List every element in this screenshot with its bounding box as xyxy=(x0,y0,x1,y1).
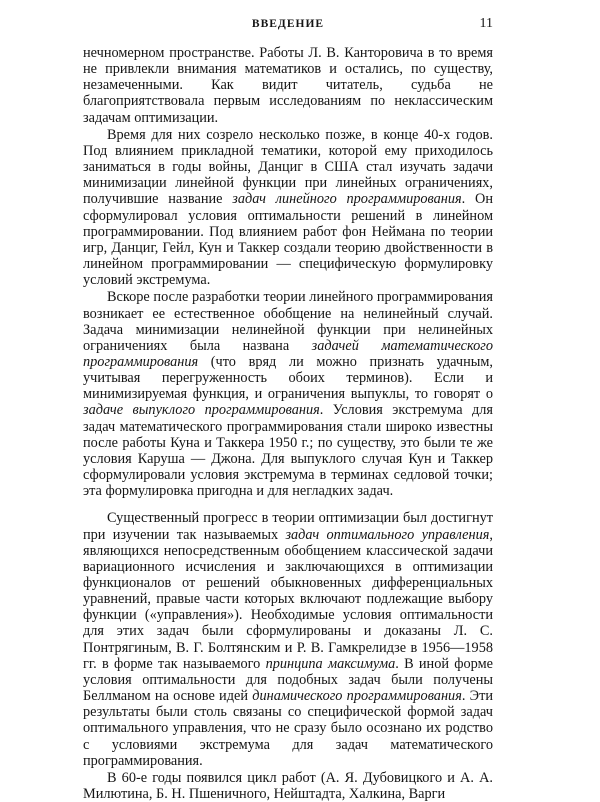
text-run: . Условия экстремума для задач математического программирования стали широко известны после работы Куна и Таккера 1950 г.; по существу, это были те же условия Каруша — Джона. Для выпуклого случая Кун и Таккер сформулировали условия экстремума в терминах седловой точки; эта формулировка пригодна и для негладких задач. xyxy=(83,402,493,500)
running-head xyxy=(83,18,493,38)
term-maximum-principle: принципа максимума xyxy=(265,655,396,672)
page-number: 11 xyxy=(479,16,493,31)
chapter-title: ВВЕДЕНИЕ xyxy=(251,18,325,30)
text-run: . В иной форме условия оптимальности для подобных задач были получены Беллманом на основе идей xyxy=(83,655,493,705)
text-run: , являющихся непосредственным обобщением классической задачи вариационного исчисления и заключающихся в оптимизации функционалов от решений обыкновенных дифференциальных уравнений, правые части которых включают подлежащие выбору функции («управления»). Необходимые условия оптимальности для этих задач были сформулированы и доказаны Л. С. Понтрягиным, В. Г. Болтянским и Р. В. Гамкрелидзе в 1956—1958 гг. в форме так называемого xyxy=(83,526,493,672)
page-body xyxy=(83,45,493,802)
text-run: Время для них созрело несколько позже, в конце 40-х годов. Под влиянием прикладной тематики, которой ему приходилось заниматься в годы войны, Данциг в США стал изучать задачи минимизации линейной функции при линейных ограничениях, получившие название xyxy=(83,126,493,208)
text-run: . Он сформулировал условия оптимальности решений в линейном программировании. Под влиянием работ фон Неймана по теории игр, Данциг, Гейл, Кун и Таккер создали теорию двойственности в линейном программировании — специфическую формулировку условий экстремума. xyxy=(83,191,494,289)
paragraph-1 xyxy=(83,45,493,126)
term-convex-programming: задаче выпуклого программирования xyxy=(83,402,320,419)
text-run: В 60-е годы появился цикл работ (А. Я. Дубовицкого и А. А. Милютина, Б. Н. Пшеничного, Нейштадта, Халкина, Варги xyxy=(83,769,493,802)
paragraph-5 xyxy=(83,770,493,802)
text-run: . Эти результаты были столь связаны со специфической формой задач оптимального управления, что не сразу было осознано их родство с условиями экстремума для задач математического программирования. xyxy=(83,688,493,769)
term-optimal-control: задач оптимального управления xyxy=(285,526,490,543)
term-linear-programming: задач линейного программирования xyxy=(232,191,462,208)
term-dynamic-programming: динамического программирования xyxy=(252,688,462,705)
text-run: Существенный прогресс в теории оптимизации был достигнут при изучении так называемых xyxy=(83,510,493,543)
paragraph-2 xyxy=(83,127,493,289)
paragraph-4 xyxy=(83,510,493,769)
paragraph-gap xyxy=(83,499,493,510)
text-run: Вскоре после разработки теории линейного программирования возникает ее естественное обобщение на нелинейный случай. Задача минимизации нелинейной функции при нелинейных ограничениях была названа xyxy=(83,289,493,354)
term-mathematical-programming: задачей математического программирования xyxy=(83,337,493,370)
paragraph-3 xyxy=(83,289,493,499)
text-run: (что вряд ли можно признать удачным, учитывая перегруженность обоих терминов). Если и минимизируемая функция, и ограничения выпуклы, то говорят о xyxy=(83,353,493,403)
text-run: нечномерном пространстве. Работы Л. В. Канторовича в то время не привлекли внимания математиков и остались, по существу, незамеченными. Как видит читатель, судьба не благоприятствовала первым исследованиям по неклассическим задачам оптимизации. xyxy=(83,45,493,126)
